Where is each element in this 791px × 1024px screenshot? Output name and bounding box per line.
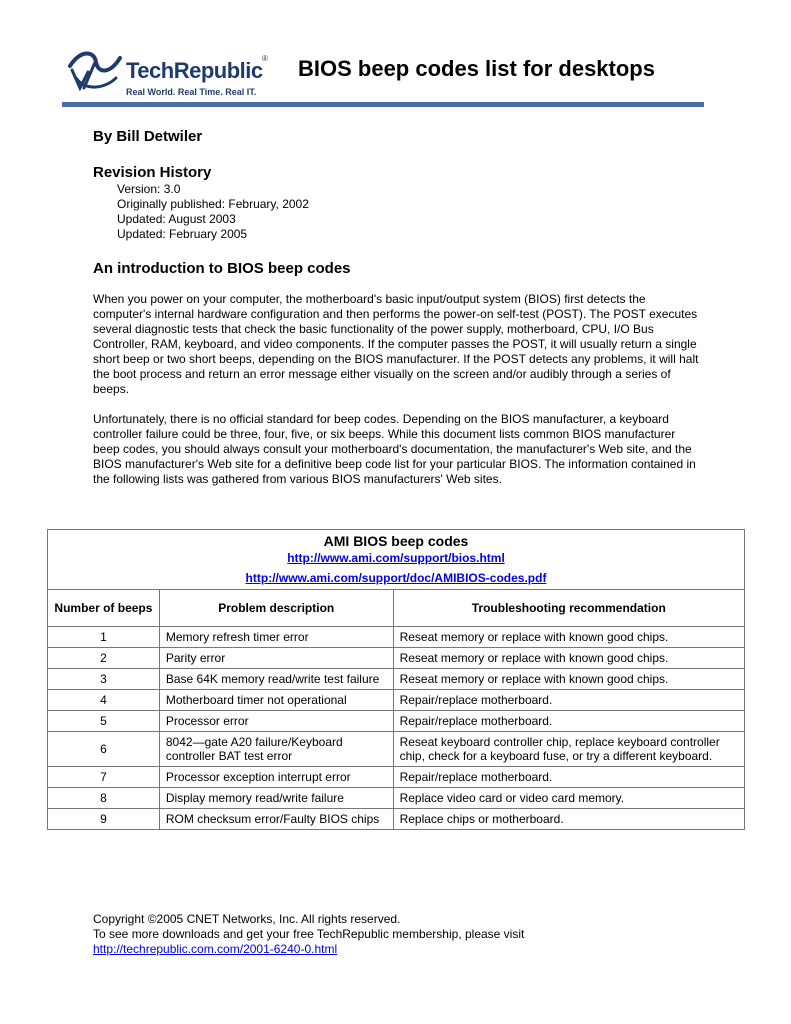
page-footer [93,912,524,957]
table-row [48,648,745,669]
intro-heading: An introduction to BIOS beep codes [93,260,351,277]
problem-description: 8042—gate A20 failure/Keyboard controller BAT test error [159,732,393,767]
table-row [48,711,745,732]
revision-line: Version: 3.0 [117,182,181,196]
logo-swoosh-icon [66,48,124,98]
column-header-beeps: Number of beeps [48,590,160,627]
table-row [48,767,745,788]
table-row [48,732,745,767]
table-row [48,627,745,648]
problem-description: ROM checksum error/Faulty BIOS chips [159,809,393,830]
troubleshooting-recommendation: Repair/replace motherboard. [393,690,744,711]
column-header-problem: Problem description [159,590,393,627]
column-header-recommendation: Troubleshooting recommendation [393,590,744,627]
troubleshooting-recommendation: Replace video card or video card memory. [393,788,744,809]
revision-history-heading: Revision History [93,164,212,181]
problem-description: Memory refresh timer error [159,627,393,648]
techrepublic-logo [66,48,276,98]
revision-line: Originally published: February, 2002 [117,197,309,211]
document-title: BIOS beep codes list for desktops [298,56,655,81]
author-line: By Bill Detwiler [93,128,203,145]
techrepublic-downloads-link[interactable]: http://techrepublic.com.com/2001-6240-0.html [93,942,338,956]
troubleshooting-recommendation: Repair/replace motherboard. [393,711,744,732]
revision-line: Updated: August 2003 [117,212,236,226]
intro-paragraph: Unfortunately, there is no official standard for beep codes. Depending on the BIOS manufacturer, a keyboard controller failure could be three, four, five, or six beeps. While this document lists common BIOS manufacturer beep codes, you should always consult your motherboard's documentation, the manufacturer's Web site, and the BIOS manufacturer's Web site for a definitive beep code list for your particular BIOS. The information contained in the following lists was gathered from various BIOS manufacturers' Web sites. [93,412,696,486]
ami-bios-codes-pdf-link[interactable]: http://www.ami.com/support/doc/AMIBIOS-codes.pdf [245,571,547,585]
beep-count: 7 [48,767,160,788]
problem-description: Parity error [159,648,393,669]
beep-count: 5 [48,711,160,732]
revision-history-list [117,182,309,242]
copyright-notice: Copyright ©2005 CNET Networks, Inc. All rights reserved. [93,912,401,926]
table-row [48,788,745,809]
logo-brand-text: TechRepublic [126,58,263,83]
problem-description: Display memory read/write failure [159,788,393,809]
troubleshooting-recommendation: Reseat memory or replace with known good chips. [393,669,744,690]
table-title: AMI BIOS beep codes [323,533,469,549]
table-title-cell [48,530,745,590]
troubleshooting-recommendation: Repair/replace motherboard. [393,767,744,788]
ami-beep-codes-table [47,529,745,830]
beep-count: 9 [48,809,160,830]
beep-count: 2 [48,648,160,669]
table-title-row [48,530,745,590]
page-header [62,40,704,108]
revision-line: Updated: February 2005 [117,227,248,241]
beep-count: 4 [48,690,160,711]
problem-description: Processor error [159,711,393,732]
table-row [48,669,745,690]
beep-count: 6 [48,732,160,767]
problem-description: Base 64K memory read/write test failure [159,669,393,690]
logo-registered-mark: ® [262,54,268,63]
troubleshooting-recommendation: Replace chips or motherboard. [393,809,744,830]
problem-description: Motherboard timer not operational [159,690,393,711]
table-row [48,809,745,830]
troubleshooting-recommendation: Reseat memory or replace with known good chips. [393,627,744,648]
troubleshooting-recommendation: Reseat keyboard controller chip, replace keyboard controller chip, check for a keyboard fuse, or try a different keyboard. [393,732,744,767]
beep-count: 1 [48,627,160,648]
problem-description: Processor exception interrupt error [159,767,393,788]
header-divider [62,102,704,107]
membership-cta: To see more downloads and get your free TechRepublic membership, please visit [93,927,525,941]
ami-bios-support-link[interactable]: http://www.ami.com/support/bios.html [287,551,505,565]
beep-count: 8 [48,788,160,809]
logo-tagline: Real World. Real Time. Real IT. [126,87,257,97]
intro-paragraph: When you power on your computer, the motherboard's basic input/output system (BIOS) first detects the computer's internal hardware configuration and then performs the power-on self-test (POST). The POST executes several diagnostic tests that check the basic functionality of the power supply, motherboard, CPU, I/O Bus Controller, RAM, keyboard, and video components. If the computer passes the POST, it will usually return a single short beep or two short beeps, depending on the BIOS manufacturer. If the POST detects any problems, it will halt the boot process and return an error message either visually on the screen and/or audibly through a series of beeps. [93,292,699,396]
troubleshooting-recommendation: Reseat memory or replace with known good chips. [393,648,744,669]
table-row [48,690,745,711]
table-header-row [48,590,745,627]
beep-count: 3 [48,669,160,690]
